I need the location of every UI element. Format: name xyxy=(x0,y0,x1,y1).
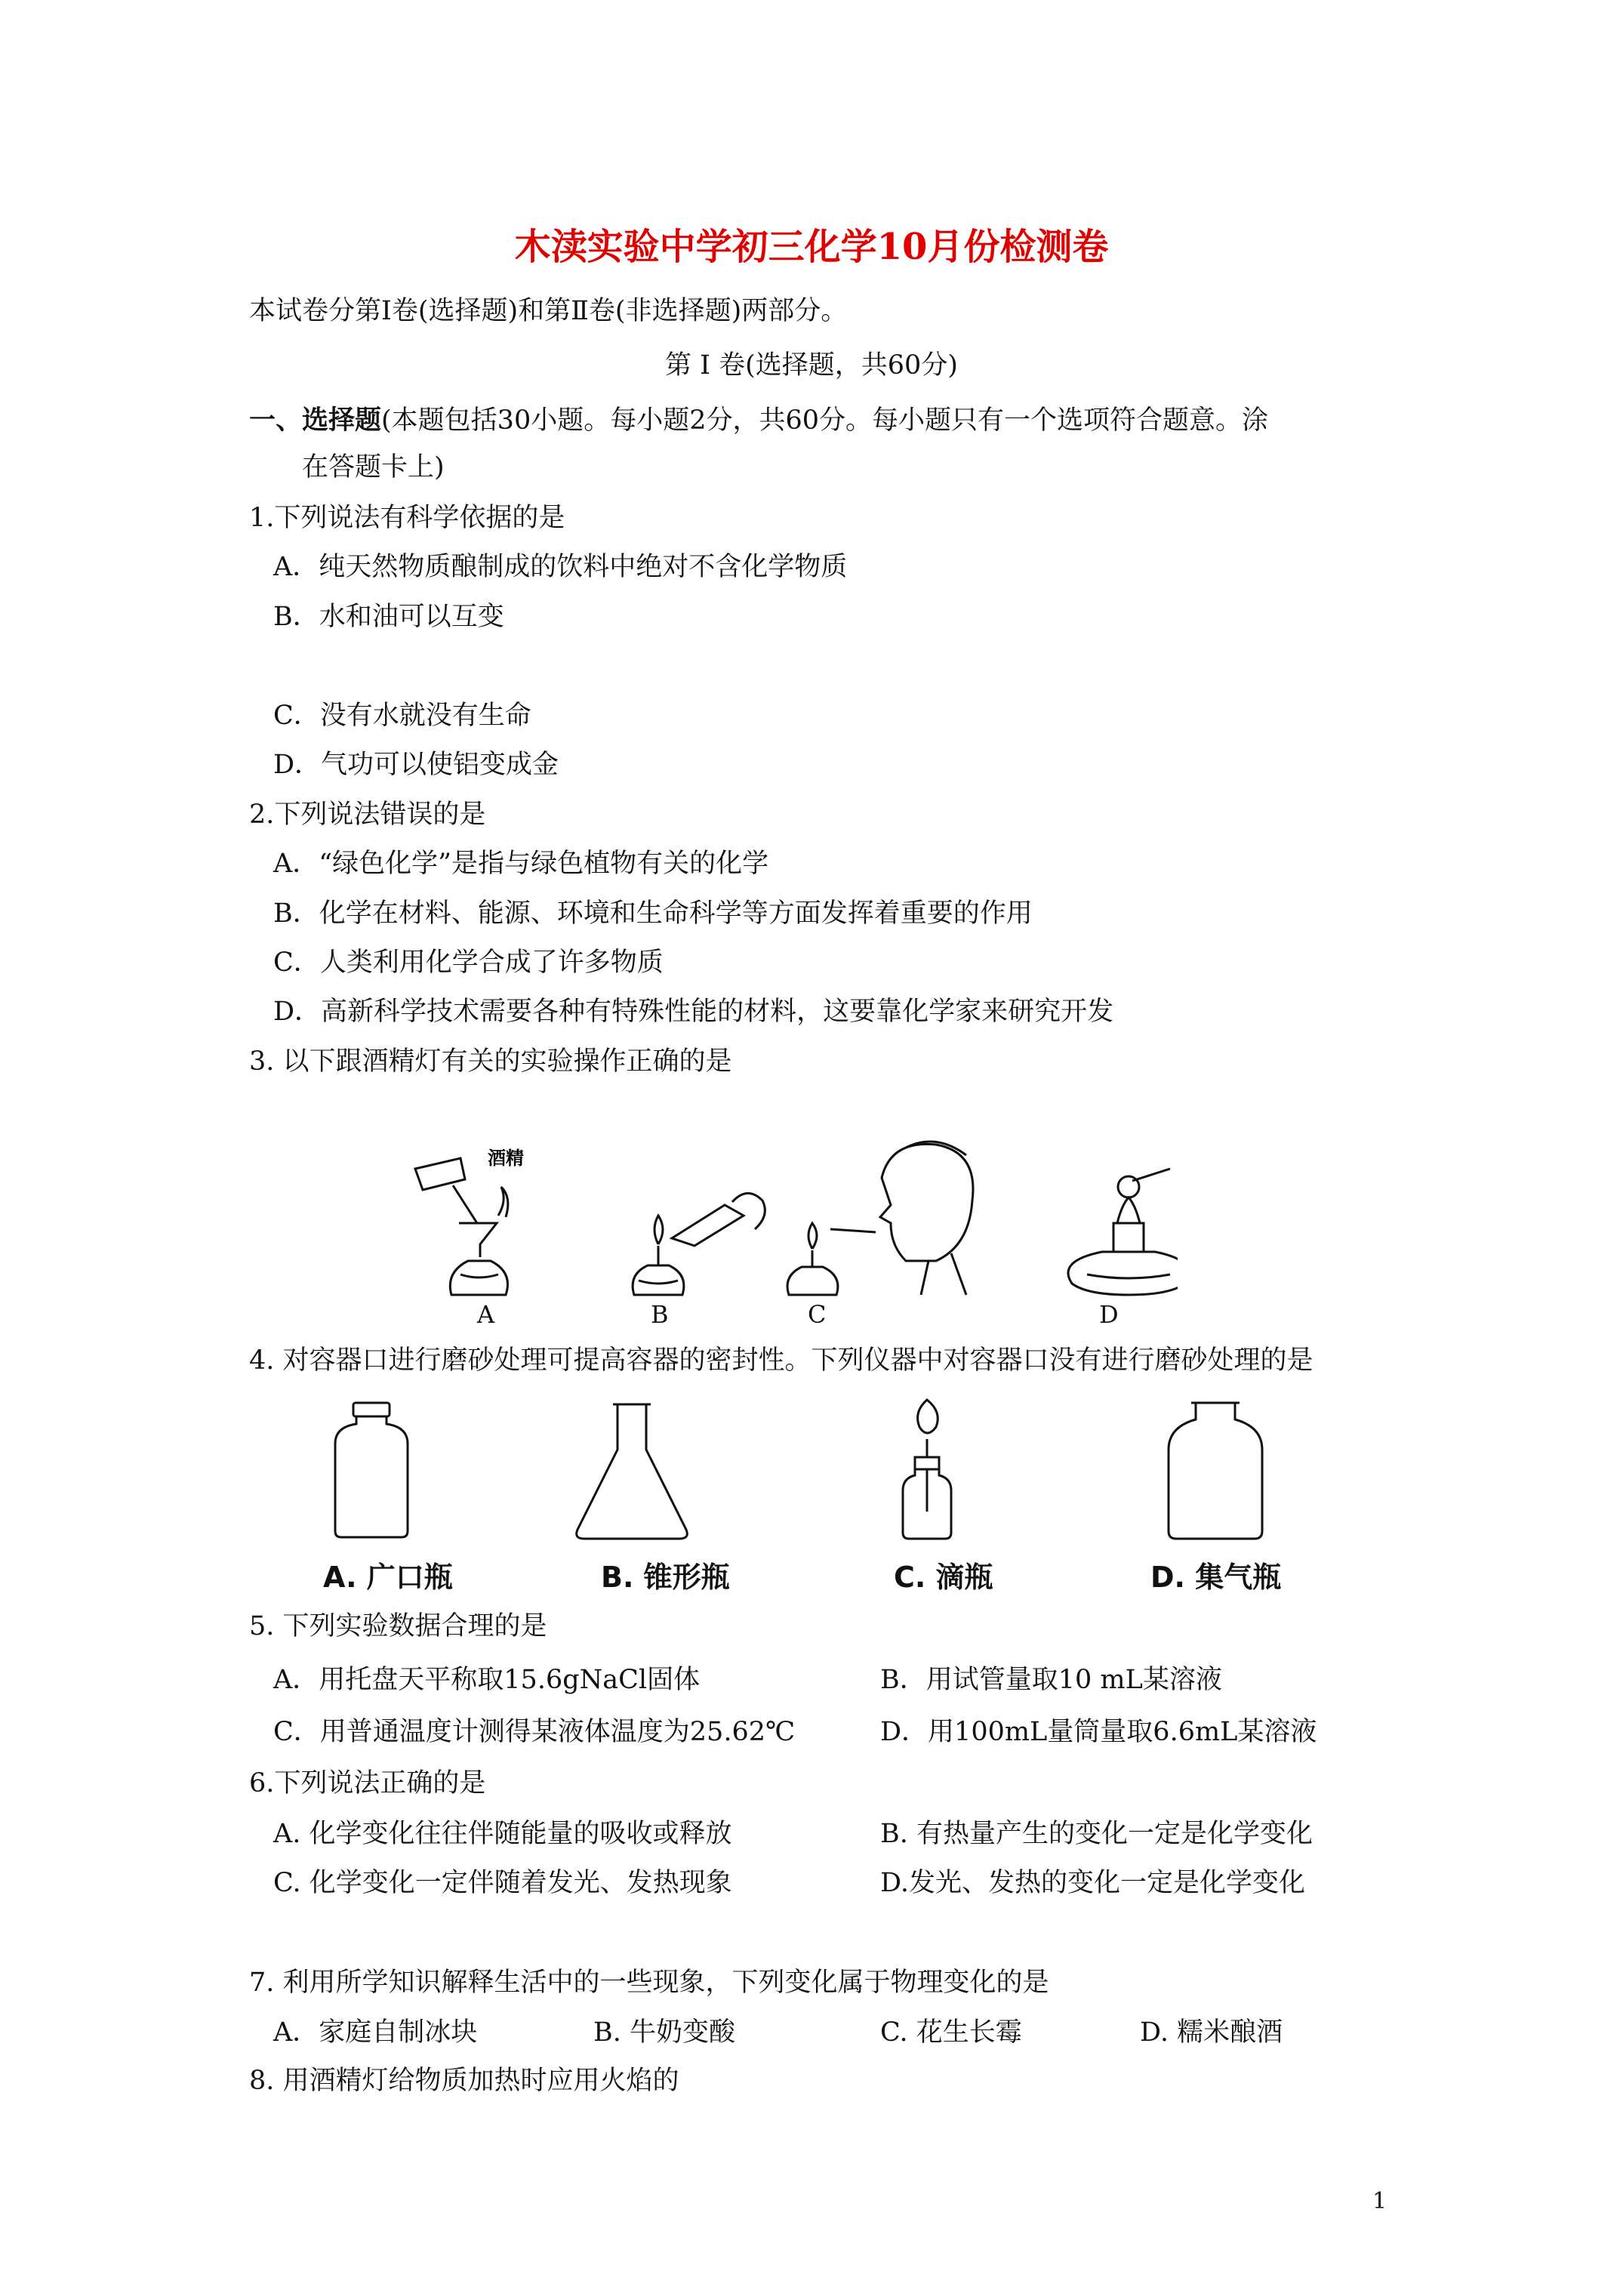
figure-label-b: B xyxy=(651,1300,669,1329)
question-2-option-b: B．化学在材料、能源、环境和生命科学等方面发挥着重要的作用 xyxy=(273,898,1033,929)
question-7-option-a: A．家庭自制冰块 xyxy=(273,2017,478,2048)
question-1-option-a: A．纯天然物质酿制成的饮料中绝对不含化学物质 xyxy=(273,552,848,582)
question-6-option-b: B. 有热量产生的变化一定是化学变化 xyxy=(880,1819,1313,1849)
question-2-option-a: A．“绿色化学”是指与绿色植物有关的化学 xyxy=(273,849,769,879)
part1-heading: 第 Ⅰ 卷(选择题，共60分) xyxy=(665,350,958,381)
question-5-option-b: B．用试管量取10 mL某溶液 xyxy=(880,1665,1222,1695)
caption-d-gas-bottle: D. 集气瓶 xyxy=(1150,1561,1282,1594)
question-6-stem: 6.下列说法正确的是 xyxy=(249,1768,486,1798)
question-5-option-d: D．用100mL量筒量取6.6mL某溶液 xyxy=(880,1717,1317,1747)
question-7-option-d: D. 糯米酿酒 xyxy=(1140,2017,1283,2048)
figure-a-pouring-alcohol xyxy=(415,1158,508,1295)
figure-label-c: C xyxy=(808,1300,827,1329)
alcohol-lamp-figure xyxy=(408,1133,1178,1299)
page-number: 1 xyxy=(1372,2188,1387,2214)
question-7-stem: 7. 利用所学知识解释生活中的一些现象，下列变化属于物理变化的是 xyxy=(249,1968,1049,1998)
question-6-option-c: C. 化学变化一定伴随着发光、发热现象 xyxy=(273,1868,732,1898)
glassware-figure xyxy=(302,1397,1283,1548)
figure-d-capping-lamp xyxy=(1068,1169,1178,1295)
question-2-option-d: D．高新科学技术需要各种有特殊性能的材料，这要靠化学家来研究开发 xyxy=(273,997,1114,1027)
question-5-option-c: C．用普通温度计测得某液体温度为25.62℃ xyxy=(273,1717,796,1747)
question-7-option-c: C. 花生长霉 xyxy=(880,2017,1022,2048)
figure-c-blowing-flame xyxy=(787,1142,973,1295)
figure-b-lighting-from-lamp xyxy=(633,1193,765,1295)
dropper-bottle-icon xyxy=(903,1400,951,1539)
question-3-stem: 3. 以下跟酒精灯有关的实验操作正确的是 xyxy=(249,1046,732,1077)
question-7-option-b: B. 牛奶变酸 xyxy=(593,2017,735,2048)
gas-bottle-icon xyxy=(1169,1403,1262,1539)
figure-label-d: D xyxy=(1099,1300,1119,1329)
question-6-option-a: A. 化学变化往往伴随能量的吸收或释放 xyxy=(273,1819,732,1849)
question-1-option-b: B．水和油可以互变 xyxy=(273,602,504,632)
section1-label: 一、选择题 xyxy=(249,405,382,436)
figure-label-a: A xyxy=(477,1300,495,1329)
question-2-stem: 2.下列说法错误的是 xyxy=(249,800,486,830)
caption-a-wide-mouth-bottle: A. 广口瓶 xyxy=(323,1561,453,1594)
section1-instructions xyxy=(249,404,1268,437)
section1-instructions-line2: 在答题卡上) xyxy=(302,452,445,482)
question-5-stem: 5. 下列实验数据合理的是 xyxy=(249,1611,547,1641)
question-1-option-c: C．没有水就没有生命 xyxy=(273,701,531,731)
section1-instructions-line1: (本题包括30小题。每小题2分，共60分。每小题只有一个选项符合题意。涂 xyxy=(381,405,1269,436)
question-8-stem: 8. 用酒精灯给物质加热时应用火焰的 xyxy=(249,2066,679,2096)
figure-alcohol-text: 酒精 xyxy=(488,1148,524,1169)
intro-text: 本试卷分第Ⅰ卷(选择题)和第Ⅱ卷(非选择题)两部分。 xyxy=(249,296,848,326)
question-5-option-a: A．用托盘天平称取15.6gNaCl固体 xyxy=(273,1665,701,1695)
question-1-stem: 1.下列说法有科学依据的是 xyxy=(249,503,565,533)
question-1-option-d: D．气功可以使铝变成金 xyxy=(273,750,559,780)
question-4-stem: 4. 对容器口进行磨砂处理可提高容器的密封性。下列仪器中对容器口没有进行磨砂处理的是 xyxy=(249,1345,1313,1376)
caption-c-dropper-bottle: C. 滴瓶 xyxy=(894,1561,993,1594)
caption-b-conical-flask: B. 锥形瓶 xyxy=(601,1561,730,1594)
page-title: 木渎实验中学初三化学10月份检测卷 xyxy=(514,226,1109,268)
wide-mouth-bottle-icon xyxy=(335,1403,408,1537)
question-6-option-d: D.发光、发热的变化一定是化学变化 xyxy=(880,1868,1305,1898)
question-2-option-c: C．人类利用化学合成了许多物质 xyxy=(273,948,664,978)
conical-flask-icon xyxy=(577,1404,688,1539)
